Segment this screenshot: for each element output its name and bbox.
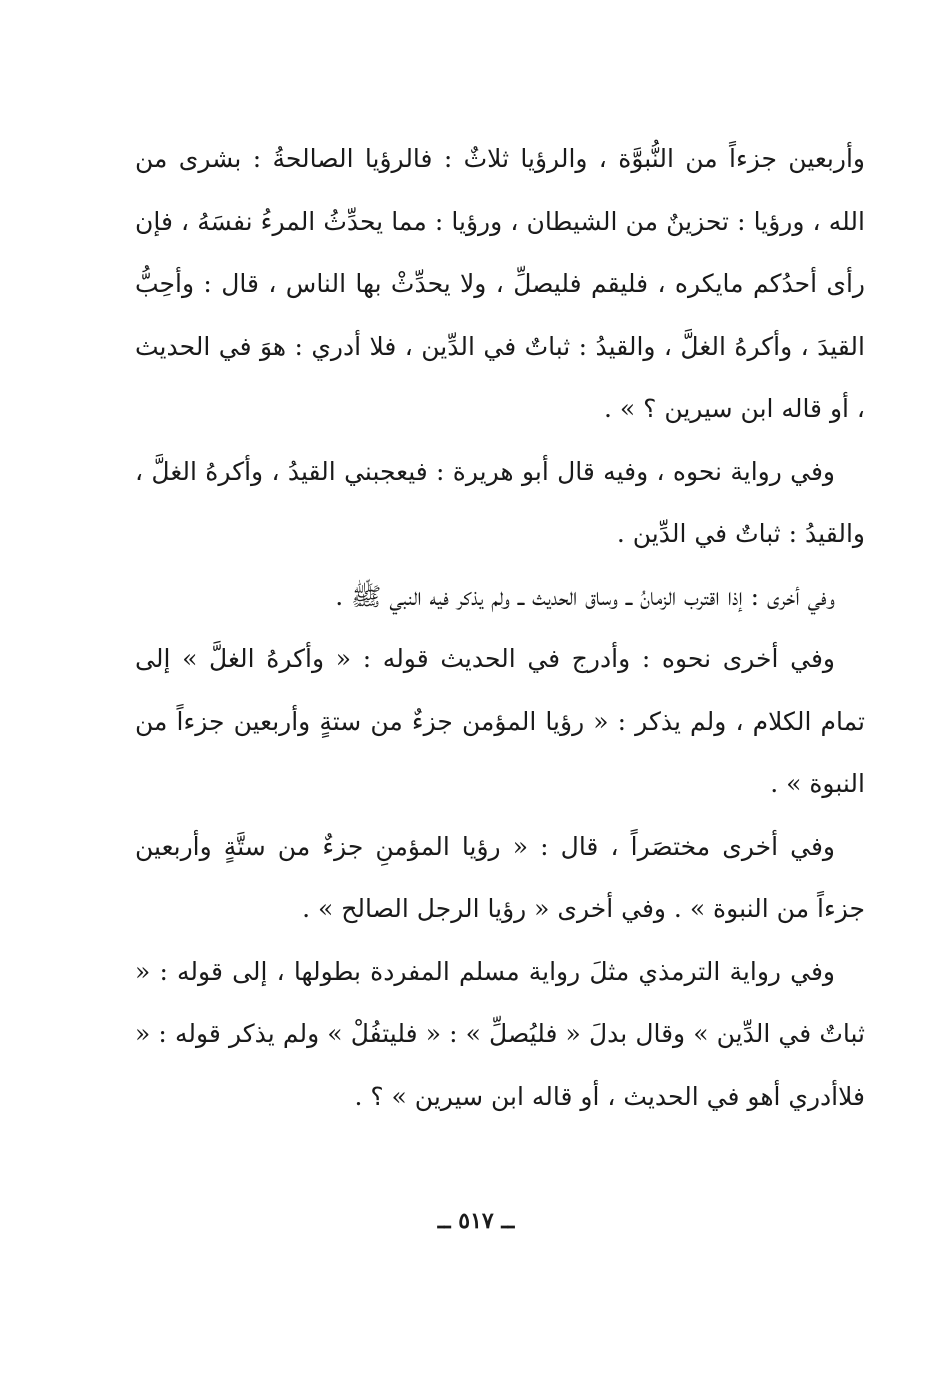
paragraph-1: وأربعين جزءاً من النُّبوَّة ، والرؤيا ثلاثٌ : فالرؤيا الصالحةُ : بشرى من الله ، ورؤيا : تحزينٌ من الشيطان ، ورؤيا : مما يحدِّثُ المرءُ نفسَهُ ، فإن رأى أحدُكم مايكره ، فليقم فليصلِّ ، ولا يحدِّثْ بها الناس ، قال : وأحِبُّ القيدَ ، وأكرهُ الغلَّ ، والقيدُ : ثباتٌ في الدِّين ، فلا أدري : هوَ في الحديث ، أو قاله ابن سيرين ؟ » .: [135, 144, 865, 423]
paragraph-4: وفي أخرى نحوه : وأدرج في الحديث قوله : « وأكرهُ الغلَّ » إلى تمام الكلام ، ولم يذكر : « رؤيا المؤمن جزءٌ من ستةٍ وأربعين جزءاً من النبوة » .: [135, 644, 865, 798]
page-number: ــ ٥١٧ ــ: [437, 1208, 515, 1234]
paragraph-5: وفي أخرى مختصَراً ، قال : « رؤيا المؤمنِ جزءٌ من ستَّةٍ وأربعين جزءاً من النبوة » . وفي أخرى « رؤيا الرجل الصالح » .: [135, 831, 865, 923]
paragraph-2: وفي رواية نحوه ، وفيه قال أبو هريرة : فيعجبني القيدُ ، وأكرهُ الغلَّ ، والقيدُ : ثباتٌ في الدِّين .: [135, 456, 865, 548]
paragraph-6: وفي رواية الترمذي مثلَ رواية مسلم المفردة بطولها ، إلى قوله : « ثباتٌ في الدِّين » وقال بدلَ « فليُصلِّ » : « فليتفُلْ » ولم يذكر قوله : « فلاأدري أهو في الحديث ، أو قاله ابن سيرين » ؟ .: [135, 956, 865, 1111]
paragraph-3: وفي أخرى : إذا اقترب الزمانُ ــ وساق الحديث ــ ولم يذكر فيه النبي ﷺ .: [335, 581, 835, 611]
page-body: [135, 128, 865, 1128]
